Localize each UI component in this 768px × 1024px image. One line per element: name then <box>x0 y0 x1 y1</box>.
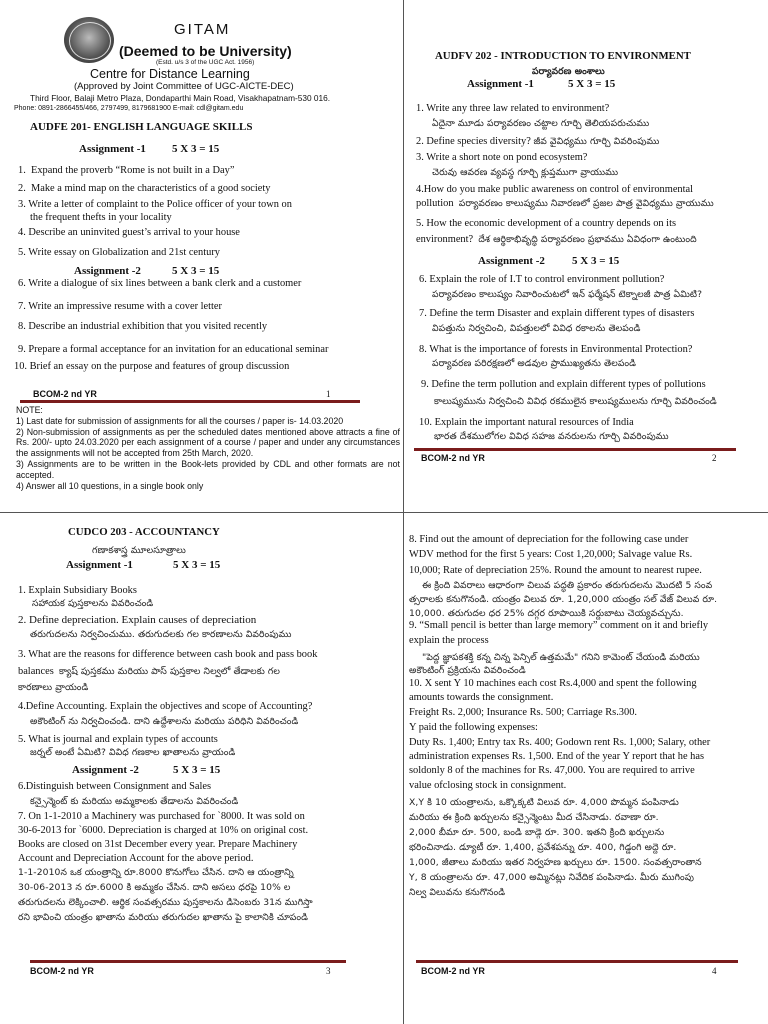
question-telugu: 30-06-2013 న రూ.6000 కి అమ్మకం చేసిన. దాని అసలు ధరపై 10% ల <box>18 882 291 893</box>
question-telugu: పర్యావరణ పరిరక్షణలో అడవుల ప్రాముఖ్యతను తెలపండి <box>432 358 637 369</box>
page-number: 4 <box>712 966 717 976</box>
question-telugu: భారత దేశములోగల వివిధ సహజ వనరులను గూర్చి వివరింపుము <box>434 431 669 442</box>
question-telugu: తరుగుదలను లెక్కించాలి. ఆర్థిక సంవత్సరము పుస్తకాలను డిసెంబరు 31న ముగిస్తా <box>18 897 313 908</box>
question-item-continued: amounts towards the consignment. <box>409 692 554 703</box>
question-telugu: త్సరాలకు కనుగొనండి. యంత్రం విలువ రూ. 1,20,000 యంత్రం సల్ వేజ్ విలువ రూ. <box>409 594 718 605</box>
question-item: 2. Define species diversity? జీవ వైవిధ్యము గూర్చి వివరింపుము <box>416 136 660 147</box>
note-line: 2) Non-submission of assignments as per the scheduled dates mentioned above attracts a fine of Rs. 200/- upto 24.03.2020 per each assignment of a course / paper and under any circumstances the assignments will not be accepted from 25th March, 2020. <box>16 426 400 459</box>
question-telugu: కారణాలు వ్రాయండి <box>18 682 89 693</box>
question-item: 8. Find out the amount of depreciation for the following case under <box>409 534 689 545</box>
page-number: 3 <box>326 966 331 976</box>
course-title-telugu: పర్యావరణ అంశాలు <box>532 66 605 77</box>
question-item: 8. Describe an industrial exhibition that you visited recently <box>18 321 268 332</box>
assignment-1-label: Assignment -1 <box>467 78 534 90</box>
question-item: 2. Make a mind map on the characteristics of a good society <box>18 183 271 194</box>
assignment-1-label: Assignment -1 <box>79 143 146 155</box>
question-item: 10. X sent Y 10 machines each cost Rs.4,000 and spent the following <box>409 678 697 689</box>
question-telugu: "పెద్ద జ్ఞాపకశక్తి కన్న చిన్న పెన్సిల్ ఉత్తమమే" గనిని కామెంట్ చేయండి మరియు <box>422 652 700 663</box>
question-telugu: 10,000. తరుగుదల ధర 25% దగ్గర రూపాయికి సర్దుబాటు చెయ్యవచ్చును. <box>409 608 684 619</box>
estd-line: (Estd. u/s 3 of the UGC Act. 1956) <box>156 59 255 66</box>
question-item: 1. Explain Subsidiary Books <box>18 585 137 596</box>
footer-bar <box>416 960 738 963</box>
question-telugu: 1,000, జీతాలు మరియు ఇతర నిర్వహణ ఖర్చులు రూ. 1500. సంవత్సరాంతాన <box>409 857 702 868</box>
page-footer: BCOM-2 nd YR <box>421 966 485 976</box>
address-line: Third Floor, Balaji Metro Plaza, Dondaparthi Main Road, Visakhapatnam-530 016. <box>30 93 331 103</box>
assignment-2-label: Assignment -2 <box>74 265 141 277</box>
question-item-continued: Freight Rs. 2,000; Insurance Rs. 500; Carriage Rs.300. <box>409 707 637 718</box>
question-item-continued: explain the process <box>409 635 489 646</box>
question-item: 9. Define the term pollution and explain different types of pollutions <box>421 379 706 390</box>
note-line: 3) Assignments are to be written in the Book-lets provided by CDL and other formats are not accepted. <box>16 458 400 480</box>
gitam-logo <box>64 17 114 63</box>
page-number: 1 <box>326 389 331 399</box>
question-item: 10. Brief an essay on the purpose and features of group discussion <box>14 361 290 372</box>
question-item-continued: 10,000; Rate of depreciation 25%. Round the amount to nearest rupee. <box>409 565 702 576</box>
question-item-continued: 30-6-2013 for `6000. Depreciation is charged at 10% on original cost. <box>18 825 309 836</box>
question-item-continued: Account and Depreciation Account for the above period. <box>18 853 254 864</box>
question-item: 7. Write an impressive resume with a cover letter <box>18 301 222 312</box>
question-item: 4.Define Accounting. Explain the objectives and scope of Accounting? <box>18 701 313 712</box>
question-item: 9. “Small pencil is better than large memory” comment on it and briefly <box>409 620 709 631</box>
assignment-2-label: Assignment -2 <box>478 255 545 267</box>
question-item-continued: Y paid the following expenses: <box>409 722 538 733</box>
note-line: 4) Answer all 10 questions, in a single book only <box>16 480 204 491</box>
question-item-continued: administration expenses Rs. 1,500. End of the year Y report that he has <box>409 751 705 762</box>
course-title: AUDFV 202 - INTRODUCTION TO ENVIRONMENT <box>435 50 691 62</box>
question-telugu: 2,000 బీమా రూ. 500, బండి బాడ్గె రూ. 300. ఇతని క్రింది ఖర్చులను <box>409 827 665 838</box>
page-footer: BCOM-2 nd YR <box>33 389 97 399</box>
footer-bar <box>414 448 736 451</box>
question-telugu: ఏదైనా మూడు పర్యావరణం చట్టాల గూర్చి తెలియపరుచుము <box>432 118 650 129</box>
question-item-continued: Books are closed on 31st December every year. Prepare Machinery <box>18 839 298 850</box>
question-item: 5. What is journal and explain types of accounts <box>18 734 218 745</box>
question-item: 5. How the economic development of a country depends on its <box>416 218 677 229</box>
question-item: 2. Define depreciation. Explain causes of depreciation <box>18 614 257 626</box>
assignment-2-marks: 5 X 3 = 15 <box>172 265 220 277</box>
question-telugu: తరుగుదలను నిర్వచించుము. తరుగుదలకు గల కారణాలను వివరింపుము <box>30 629 292 640</box>
assignment-2-marks: 5 X 3 = 15 <box>572 255 620 267</box>
question-item: 6. Explain the role of I.T to control environment pollution? <box>419 274 665 285</box>
deemed-university: (Deemed to be University) <box>119 43 292 59</box>
approved-line: (Approved by Joint Committee of UGC-AICTE-DEC) <box>74 81 294 92</box>
course-title: CUDCO 203 - ACCOUNTANCY <box>68 526 220 538</box>
assignment-2-marks: 5 X 3 = 15 <box>173 764 221 776</box>
footer-bar <box>30 960 346 963</box>
question-item: 9. Prepare a formal acceptance for an invitation for an educational seminar <box>18 344 329 355</box>
question-telugu: విపత్తును నిర్వచించి, విపత్తులలో వివిధ రకాలను తెలపండి <box>432 323 641 334</box>
question-telugu: చెరువు ఆవరణ వ్యవస్థ గూర్చి క్లుప్తముగా వ్రాయుము <box>432 167 619 178</box>
assignment-1-marks: 5 X 3 = 15 <box>568 78 616 90</box>
question-telugu: రని భావించి యంత్రం ఖాతాను మరియు తరుగుదల ఖాతాను పై కాలానికి చూపండి <box>18 912 308 923</box>
question-item-continued: pollution పర్యావరణం కాలుష్యము నివారణలో ప్రజల పాత్ర వైవిధ్యము వ్రాయుము <box>416 198 714 209</box>
assignment-1-marks: 5 X 3 = 15 <box>173 559 221 571</box>
question-item: 1. Write any three law related to environment? <box>416 103 610 114</box>
question-item: 1. Expand the proverb “Rome is not built in a Day” <box>18 165 235 176</box>
horizontal-divider <box>0 512 768 513</box>
question-telugu: అకౌంటింగ్ ప్రక్రియను వివరించండి <box>409 665 526 676</box>
question-item-continued: Duty Rs. 1,400; Entry tax Rs. 400; Godown rent Rs. 1,000; Salary, other <box>409 737 711 748</box>
question-item: 6. Write a dialogue of six lines between a bank clerk and a customer <box>18 278 302 289</box>
question-item: 3. Write a letter of complaint to the Police officer of your town on <box>18 199 292 210</box>
question-item: 8. What is the importance of forests in Environmental Protection? <box>419 344 693 355</box>
centre-name: Centre for Distance Learning <box>90 67 250 81</box>
question-telugu: మరియు ఈ క్రింది ఖర్చులను కన్సైన్మెంటు మీద చేసినాడు. రవాణా రూ. <box>409 812 659 823</box>
question-item-continued: WDV method for the first 5 years: Cost 1,20,000; Salvage value Rs. <box>409 549 693 560</box>
course-title-telugu: గణాకశాస్త్ర మూలసూత్రాలు <box>92 545 186 556</box>
question-telugu: సహాయక పుస్తకాలను వివరించండి <box>32 598 154 609</box>
note-line: 1) Last date for submission of assignments for all the courses / paper is- 14.03.2020 <box>16 415 344 426</box>
contact-line: Phone: 0891-2866455/466, 2797499, 8179681900 E-mail: cdl@gitam.edu <box>14 105 244 112</box>
question-item: 6.Distinguish between Consignment and Sales <box>18 781 212 792</box>
question-item-continued: the frequent thefts in your locality <box>30 212 172 223</box>
page-footer: BCOM-2 nd YR <box>30 966 94 976</box>
note-title: NOTE: <box>16 405 43 415</box>
assignment-1-label: Assignment -1 <box>66 559 133 571</box>
page-number: 2 <box>712 453 717 463</box>
question-telugu: X,Y కి 10 యంత్రాలను, ఒక్కొక్కటి విలువ రూ. 4,000 పొమ్మన పంపినాడు <box>409 797 679 808</box>
question-item-continued: balances క్యాష్ పుస్తకము మరియు పాస్ పుస్తకాల నిల్వలో తేడాలకు గల <box>18 666 280 677</box>
question-telugu: భరించినాడు. డ్యూటీ రూ. 1,400, ప్రవేశపన్ను రూ. 400, గిడ్డంగి అద్దె రూ. <box>409 842 677 853</box>
question-item-continued: environment? దేశ ఆర్థికాభివృద్ధి పర్యావరణం ప్రభావము ఏవిధంగా ఉంటుంది <box>416 234 697 245</box>
question-item: 3. What are the reasons for difference between cash book and pass book <box>18 649 318 660</box>
question-telugu: కాలుష్యమును నిర్వచించి వివిధ రకములైన కాలుష్యములను గూర్చి వివరించండి <box>434 396 717 407</box>
question-item: 10. Explain the important natural resources of India <box>419 417 634 428</box>
question-item: 5. Write essay on Globalization and 21st century <box>18 247 220 258</box>
question-item: 7. Define the term Disaster and explain different types of disasters <box>419 308 695 319</box>
footer-bar <box>20 400 360 403</box>
university-name: GITAM <box>174 21 231 38</box>
question-telugu: జర్నల్ అంటే ఏమిటి? వివిధ గణకాల ఖాతాలను వ్రాయండి <box>30 747 236 758</box>
assignment-2-label: Assignment -2 <box>72 764 139 776</box>
question-item-continued: soldonly 8 of the machines for Rs. 47,000. You are required to arrive <box>409 765 695 776</box>
question-telugu: 1-1-2010న ఒక యంత్రాన్ని రూ.8000 కొనుగోలు చేసిన. దాని ఆ యంత్రాన్ని <box>18 867 294 878</box>
question-item-continued: value ofclosing stock in consignment. <box>409 780 567 791</box>
question-item: 4.How do you make public awareness on control of environmental <box>416 184 694 195</box>
question-telugu: ఈ క్రింది వివరాలు ఆధారంగా చిలువ పద్ధతి ప్రకారం తరుగుదలను మొదటి 5 సంవ <box>422 580 713 591</box>
page-footer: BCOM-2 nd YR <box>421 453 485 463</box>
note-block <box>16 405 400 491</box>
question-item: 3. Write a short note on pond ecosystem? <box>416 152 588 163</box>
question-telugu: Y, 8 యంత్రాలను రూ. 47,000 అమ్మినట్లు నివేదిక పంపినాడు. మీరు ముగింపు <box>409 872 694 883</box>
course-title: AUDFE 201- ENGLISH LANGUAGE SKILLS <box>30 121 253 133</box>
question-item: 4. Describe an uninvited guest’s arrival to your house <box>18 227 240 238</box>
assignment-1-marks: 5 X 3 = 15 <box>172 143 220 155</box>
question-item: 7. On 1-1-2010 a Machinery was purchased for `8000. It was sold on <box>18 811 305 822</box>
question-telugu: అకౌంటింగ్ ను నిర్వచించండి. దాని ఉద్దేశాలను మరియు పరిధిని వివరించండి <box>30 716 299 727</box>
question-telugu: కన్సైన్మెంట్ కు మరియు అమ్మకాలకు తేడాలను వివరించండి <box>30 796 239 807</box>
question-telugu: నిల్వ విలువను కనుగొనండి <box>409 887 506 898</box>
question-telugu: పర్యావరణం కాలుష్యం నివారించుటలో ఇన్ ఫర్మేషన్ టెక్నాలజీ పాత్ర ఏమిటి? <box>432 289 703 300</box>
